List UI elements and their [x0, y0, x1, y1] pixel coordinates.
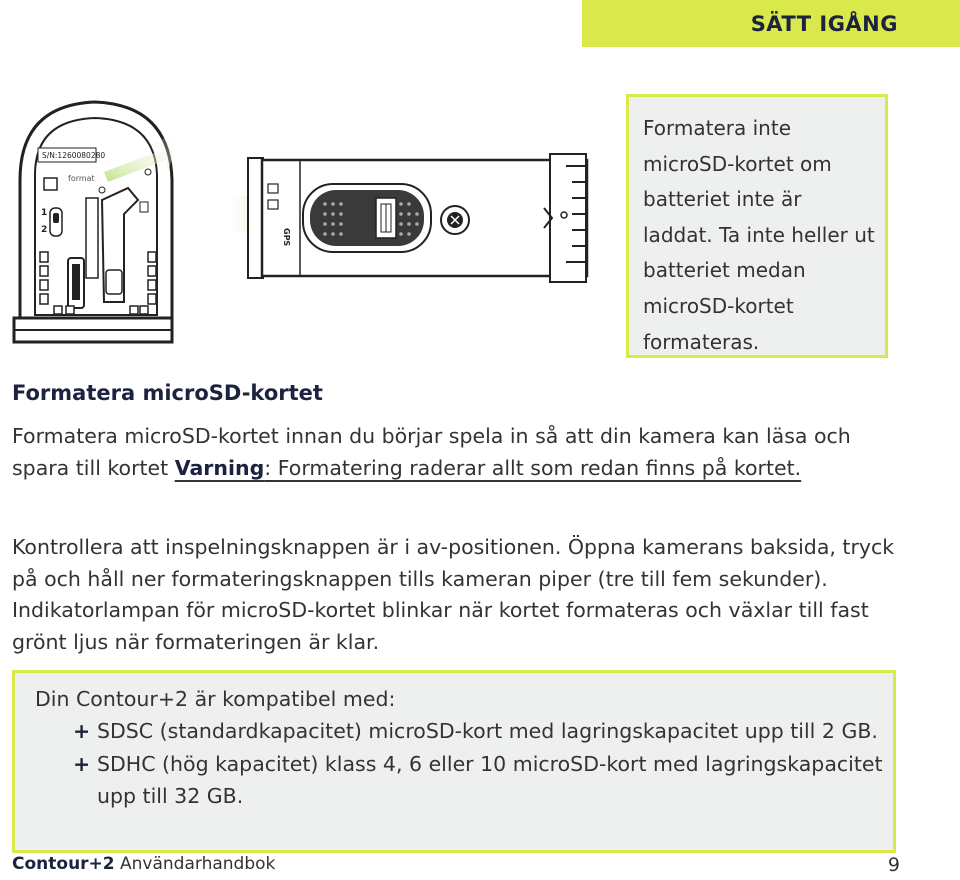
compatibility-list — [35, 715, 893, 813]
list-item — [73, 715, 893, 748]
plus-icon: + — [73, 751, 91, 776]
warning-note-text: Formatera inte microSD-kortet om batteriet inte är laddat. Ta inte heller ut batteriet medan microSD-kortet formateras. — [643, 116, 875, 354]
section-label: SÄTT IGÅNG — [750, 12, 898, 36]
list-item — [73, 748, 893, 813]
plus-icon: + — [73, 719, 91, 743]
footer-manual-title: Användarhandbok — [114, 854, 276, 874]
footer-brand: Contour+2 — [12, 854, 115, 874]
section-title: Formatera microSD-kortet — [12, 381, 323, 405]
format-intro-paragraph — [12, 421, 912, 484]
gps-label: GPS — [282, 228, 291, 247]
switch-pos-1: 1 — [41, 208, 48, 218]
switch-pos-2: 2 — [41, 225, 48, 235]
list-item-text: SDSC (standardkapacitet) microSD-kort med lagringskapacitet upp till 2 GB. — [97, 719, 878, 743]
format-label: format — [68, 174, 95, 183]
section-header-tab — [582, 0, 960, 47]
camera-illustration — [0, 80, 610, 380]
camera-back-view — [14, 102, 180, 342]
list-item-text: SDHC (hög kapacitet) klass 4, 6 eller 10 microSD-kort med lagringskapacitet upp till 32 GB. — [97, 751, 883, 808]
serial-number-label: S/N:1260080280 — [42, 151, 106, 160]
page-footer — [12, 854, 900, 880]
format-intro-text: Formatera microSD-kortet innan du börjar spela in så att din kamera kan läsa och spara till kortet — [12, 424, 851, 480]
compatibility-intro: Din Contour+2 är kompatibel med: — [35, 687, 396, 711]
warning-underlined — [175, 456, 801, 480]
warning-label: Varning — [174, 455, 265, 480]
compatibility-box — [12, 670, 896, 853]
page-number: 9 — [887, 854, 900, 876]
format-instructions-paragraph: Kontrollera att inspelningsknappen är i av-positionen. Öppna kamerans baksida, tryck på och håll ner formateringsknappen tills kameran piper (tre till fem sekunder). Indikatorlampan för microSD-kortet blinkar när kortet formateras och växlar till fast grönt ljus när formateringen är klar. — [12, 535, 895, 654]
warning-note-box — [626, 94, 888, 358]
camera-side-view — [225, 154, 587, 282]
warning-text: : Formatering raderar allt som redan finns på kortet. — [264, 455, 802, 480]
